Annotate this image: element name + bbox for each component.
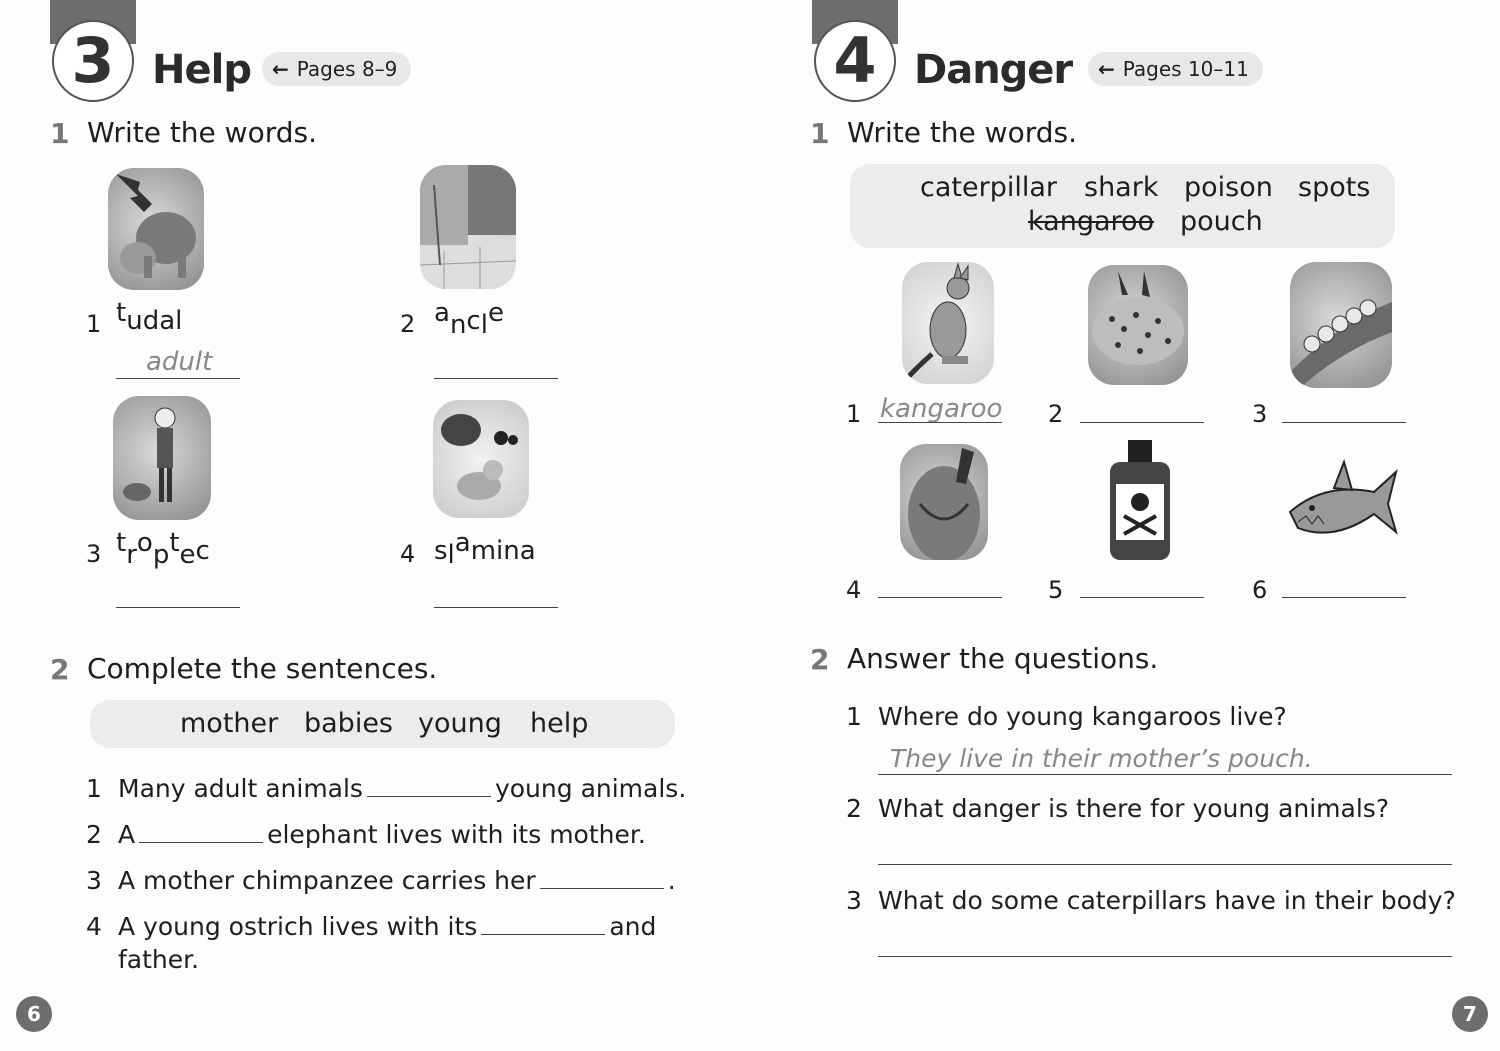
- sentence-row: [86, 868, 676, 893]
- question-row: [846, 704, 1287, 729]
- exercise-title: Answer the questions.: [847, 642, 1159, 675]
- pages-label: Pages 10–11: [1122, 57, 1249, 81]
- sentence-text: young animals.: [494, 774, 687, 803]
- answer-line[interactable]: [434, 607, 558, 608]
- sentence-text: A: [118, 820, 136, 849]
- exercise-title: Write the words.: [847, 116, 1077, 149]
- question-row: [846, 796, 1389, 821]
- scramble-letter: i: [496, 536, 504, 566]
- answer-blank[interactable]: [139, 822, 263, 843]
- unit-title: Help: [152, 47, 251, 93]
- answer-blank[interactable]: [367, 776, 491, 797]
- sentence-number: 2: [86, 820, 102, 849]
- kangaroo-icon: [902, 262, 994, 384]
- shark-icon: [1284, 452, 1400, 548]
- item-number: 3: [86, 540, 102, 568]
- item-number: 4: [400, 540, 416, 568]
- scramble-letter: l: [480, 310, 488, 340]
- question-number: 2: [846, 794, 862, 823]
- page-number: 7: [1452, 996, 1488, 1032]
- word-option: pouch: [1180, 206, 1263, 237]
- question-text: What danger is there for young animals?: [878, 794, 1390, 823]
- corner-room-icon: [420, 165, 516, 289]
- sentence-text: A young ostrich lives with its: [118, 912, 478, 941]
- word-option: shark: [1084, 172, 1159, 203]
- word-option: caterpillar: [920, 172, 1057, 203]
- unit-number: 3: [52, 20, 134, 102]
- pages-label: Pages 8–9: [296, 57, 398, 81]
- word-option: young: [418, 708, 502, 739]
- exercise-number: 1: [810, 117, 830, 150]
- exercise-number: 1: [50, 117, 70, 150]
- word-option: poison: [1184, 172, 1273, 203]
- word-option: babies: [304, 708, 394, 739]
- answer-line[interactable]: [1080, 422, 1204, 423]
- sentence-text: .: [667, 866, 676, 895]
- item-number: 6: [1252, 576, 1268, 604]
- sentence-text: elephant lives with its mother.: [267, 820, 646, 849]
- spotted-fish-icon: [1088, 265, 1188, 385]
- scrambled-word: [116, 298, 183, 336]
- scramble-letter: e: [179, 540, 196, 570]
- right-page: [750, 0, 1500, 1051]
- answer-line[interactable]: [878, 956, 1452, 957]
- sentence-text: and: [609, 912, 657, 941]
- pouch-icon: [900, 444, 988, 560]
- unit-title: Danger: [914, 47, 1073, 93]
- sentence-text: A mother chimpanzee carries her: [118, 866, 536, 895]
- elephants-icon: [108, 168, 204, 290]
- word-option: help: [530, 708, 589, 739]
- scramble-letter: r: [126, 540, 137, 570]
- scramble-letter: s: [434, 536, 448, 566]
- scramble-letter: a: [434, 298, 450, 328]
- question-number: 1: [846, 702, 862, 731]
- answer-line[interactable]: [878, 422, 1002, 423]
- word-option: spots: [1298, 172, 1371, 203]
- handwritten-answer: They live in their mother’s pouch.: [890, 744, 1313, 773]
- exercise-number: 2: [50, 653, 70, 686]
- sentence-row: [86, 822, 646, 847]
- scramble-letter: n: [449, 310, 467, 340]
- poison-bottle-icon: [1106, 440, 1174, 562]
- scramble-letter: l: [175, 306, 183, 336]
- scrambled-word: [434, 298, 504, 340]
- pages-badge[interactable]: [1088, 52, 1263, 86]
- answer-blank[interactable]: [481, 914, 605, 935]
- arrow-left-icon: ←: [272, 57, 289, 81]
- answer-line[interactable]: [1080, 597, 1204, 598]
- scrambled-word: [116, 528, 210, 570]
- word-option: mother: [180, 708, 279, 739]
- scramble-letter: c: [195, 536, 210, 566]
- answer-line[interactable]: [878, 864, 1452, 865]
- scramble-letter: t: [116, 528, 127, 558]
- question-row: [846, 888, 1456, 913]
- sentence-number: 1: [86, 774, 102, 803]
- sentence-text: Many adult animals: [118, 774, 363, 803]
- sentence-row: [86, 914, 656, 939]
- scramble-letter: a: [519, 536, 536, 566]
- scrambled-word: [434, 528, 536, 570]
- scramble-letter: t: [116, 298, 127, 328]
- scramble-letter: a: [159, 306, 176, 336]
- exercise-title: Complete the sentences.: [87, 652, 438, 685]
- answer-blank[interactable]: [540, 868, 664, 889]
- scramble-letter: c: [466, 306, 481, 336]
- word-option-used: kangaroo: [1028, 206, 1155, 237]
- scramble-letter: o: [136, 528, 153, 558]
- item-number: 5: [1048, 576, 1064, 604]
- question-text: Where do young kangaroos live?: [878, 702, 1287, 731]
- scramble-letter: t: [169, 528, 180, 558]
- scramble-letter: a: [454, 528, 471, 558]
- arrow-left-icon: ←: [1098, 57, 1115, 81]
- answer-line[interactable]: [116, 607, 240, 608]
- item-number: 1: [86, 310, 102, 338]
- answer-line[interactable]: [878, 774, 1452, 775]
- word-box: [850, 164, 1395, 248]
- sentence-continuation: father.: [118, 945, 200, 974]
- word-box: [90, 700, 675, 748]
- scramble-letter: m: [470, 536, 497, 566]
- item-number: 3: [1252, 400, 1268, 428]
- woman-with-dog-icon: [113, 396, 211, 520]
- scramble-letter: p: [152, 540, 170, 570]
- sentence-number: 3: [86, 866, 102, 895]
- item-number: 2: [400, 310, 416, 338]
- scramble-letter: d: [142, 306, 160, 336]
- bear-ant-seal-icon: [433, 400, 529, 518]
- answer-line[interactable]: [1282, 597, 1406, 598]
- handwritten-answer: kangaroo: [880, 394, 1003, 424]
- item-number: 2: [1048, 400, 1064, 428]
- scramble-letter: u: [126, 306, 143, 336]
- sentence-number: 4: [86, 912, 102, 941]
- answer-line[interactable]: [116, 378, 240, 379]
- scramble-letter: l: [447, 540, 455, 570]
- page-number: 6: [16, 996, 52, 1032]
- item-number: 1: [846, 400, 862, 428]
- pages-badge[interactable]: [262, 52, 411, 86]
- answer-line[interactable]: [1282, 422, 1406, 423]
- question-text: What do some caterpillars have in their body?: [878, 886, 1456, 915]
- unit-number: 4: [814, 20, 896, 102]
- caterpillar-icon: [1290, 262, 1392, 388]
- answer-line[interactable]: [434, 378, 558, 379]
- item-number: 4: [846, 576, 862, 604]
- question-number: 3: [846, 886, 862, 915]
- handwritten-answer: adult: [146, 347, 213, 377]
- answer-line[interactable]: [878, 597, 1002, 598]
- scramble-letter: e: [487, 298, 504, 328]
- sentence-row: [86, 776, 686, 801]
- scramble-letter: n: [503, 536, 520, 566]
- exercise-number: 2: [810, 643, 830, 676]
- exercise-title: Write the words.: [87, 116, 317, 149]
